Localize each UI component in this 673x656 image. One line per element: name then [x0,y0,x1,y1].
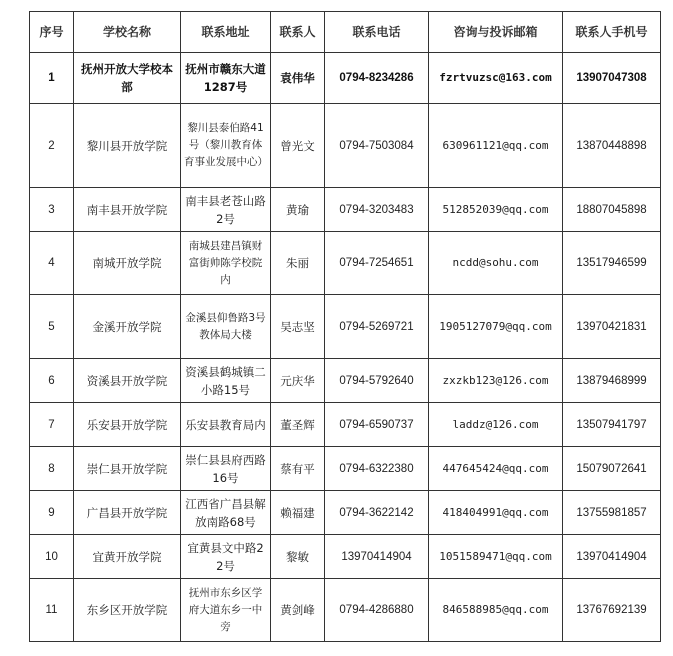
cell-no: 3 [30,188,74,232]
cell-mobile: 13870448898 [563,104,661,188]
cell-email: 1051589471@qq.com [429,535,563,579]
cell-phone: 0794-7503084 [325,104,429,188]
cell-mobile: 13767692139 [563,579,661,642]
cell-mobile: 13907047308 [563,53,661,104]
cell-school: 金溪开放学院 [74,295,181,359]
cell-email: 846588985@qq.com [429,579,563,642]
cell-phone: 0794-8234286 [325,53,429,104]
cell-mobile: 13755981857 [563,491,661,535]
cell-no: 6 [30,359,74,403]
cell-email: 630961121@qq.com [429,104,563,188]
cell-contact: 吴志坚 [271,295,325,359]
cell-address: 宜黄县文中路22号 [181,535,271,579]
header-row [30,12,661,53]
table-row [30,491,661,535]
contact-table [29,11,661,642]
cell-address: 金溪县仰鲁路3号教体局大楼 [181,295,271,359]
cell-contact: 董圣辉 [271,403,325,447]
cell-mobile: 13970421831 [563,295,661,359]
cell-address: 南城县建昌镇财富街帅陈学校院内 [181,232,271,295]
header-contact: 联系人 [271,12,325,53]
cell-address: 江西省广昌县解放南路68号 [181,491,271,535]
cell-phone: 0794-6322380 [325,447,429,491]
header-email: 咨询与投诉邮箱 [429,12,563,53]
cell-email: 418404991@qq.com [429,491,563,535]
header-address: 联系地址 [181,12,271,53]
cell-contact: 黄瑜 [271,188,325,232]
cell-mobile: 18807045898 [563,188,661,232]
cell-school: 广昌县开放学院 [74,491,181,535]
cell-contact: 袁伟华 [271,53,325,104]
cell-no: 11 [30,579,74,642]
cell-address: 抚州市东乡区学府大道东乡一中旁 [181,579,271,642]
header-phone: 联系电话 [325,12,429,53]
cell-mobile: 13517946599 [563,232,661,295]
cell-mobile: 13970414904 [563,535,661,579]
cell-school: 乐安县开放学院 [74,403,181,447]
cell-phone: 0794-6590737 [325,403,429,447]
cell-no: 4 [30,232,74,295]
cell-phone: 13970414904 [325,535,429,579]
header-no: 序号 [30,12,74,53]
cell-phone: 0794-3203483 [325,188,429,232]
cell-contact: 蔡有平 [271,447,325,491]
cell-contact: 曾光文 [271,104,325,188]
cell-email: zxzkb123@126.com [429,359,563,403]
cell-email: fzrtvuzsc@163.com [429,53,563,104]
cell-school: 南城开放学院 [74,232,181,295]
header-school: 学校名称 [74,12,181,53]
cell-no: 9 [30,491,74,535]
cell-phone: 0794-4286880 [325,579,429,642]
table-row [30,359,661,403]
table-row [30,53,661,104]
table-row [30,104,661,188]
cell-address: 崇仁县县府西路16号 [181,447,271,491]
cell-school: 抚州开放大学校本部 [74,53,181,104]
table-row [30,447,661,491]
table-row [30,188,661,232]
cell-school: 宜黄开放学院 [74,535,181,579]
cell-phone: 0794-7254651 [325,232,429,295]
cell-mobile: 15079072641 [563,447,661,491]
cell-email: 1905127079@qq.com [429,295,563,359]
cell-contact: 朱丽 [271,232,325,295]
cell-email: 512852039@qq.com [429,188,563,232]
cell-contact: 元庆华 [271,359,325,403]
cell-contact: 黎敏 [271,535,325,579]
cell-no: 7 [30,403,74,447]
cell-phone: 0794-3622142 [325,491,429,535]
cell-address: 南丰县老苍山路2号 [181,188,271,232]
cell-school: 崇仁县开放学院 [74,447,181,491]
cell-school: 资溪县开放学院 [74,359,181,403]
cell-address: 乐安县教育局内 [181,403,271,447]
cell-contact: 黄剑峰 [271,579,325,642]
cell-school: 黎川县开放学院 [74,104,181,188]
table-row [30,295,661,359]
cell-mobile: 13879468999 [563,359,661,403]
cell-address: 抚州市赣东大道1287号 [181,53,271,104]
header-mobile: 联系人手机号 [563,12,661,53]
table-row [30,579,661,642]
cell-email: laddz@126.com [429,403,563,447]
cell-school: 南丰县开放学院 [74,188,181,232]
cell-no: 8 [30,447,74,491]
cell-mobile: 13507941797 [563,403,661,447]
cell-email: ncdd@sohu.com [429,232,563,295]
cell-no: 2 [30,104,74,188]
cell-no: 5 [30,295,74,359]
cell-school: 东乡区开放学院 [74,579,181,642]
cell-contact: 赖福建 [271,491,325,535]
cell-no: 1 [30,53,74,104]
cell-phone: 0794-5792640 [325,359,429,403]
table-row [30,403,661,447]
table-row [30,535,661,579]
cell-address: 资溪县鹤城镇二小路15号 [181,359,271,403]
table-row [30,232,661,295]
cell-address: 黎川县泰伯路41号（黎川教育体育事业发展中心） [181,104,271,188]
cell-phone: 0794-5269721 [325,295,429,359]
cell-no: 10 [30,535,74,579]
cell-email: 447645424@qq.com [429,447,563,491]
